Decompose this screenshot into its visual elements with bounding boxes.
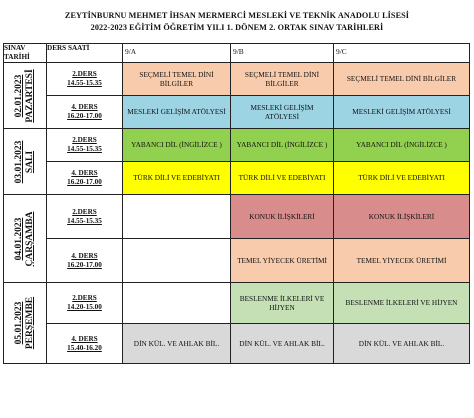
- exam-date: 03.01.2023: [14, 140, 24, 183]
- course-cell-9a: MESLEKİ GELİŞİM ATÖLYESİ: [123, 96, 231, 129]
- table-row: [4, 283, 470, 324]
- period-number: 2.DERS: [72, 207, 97, 216]
- period-cell: [47, 162, 123, 195]
- table-header-row: [4, 44, 470, 63]
- course-cell-9a: [123, 283, 231, 324]
- course-cell-9a: [123, 239, 231, 283]
- header-class-9b: 9/B: [231, 44, 334, 63]
- exam-weekday: SALI: [25, 150, 35, 173]
- course-cell-9c: DİN KÜL. VE AHLAK BİL.: [334, 324, 470, 364]
- course-cell-9c: KONUK İLİŞKİLERİ: [334, 195, 470, 239]
- course-cell-9b: TÜRK DİLİ VE EDEBİYATI: [231, 162, 334, 195]
- course-cell-9c: BESLENME İLKELERİ VE HİJYEN: [334, 283, 470, 324]
- period-time: 14.55-15.35: [67, 216, 102, 225]
- header-date: SINAV TARİHİ: [4, 44, 47, 63]
- course-cell-9b: BESLENME İLKELERİ VE HİJYEN: [231, 283, 334, 324]
- period-number: 4. DERS: [71, 169, 98, 177]
- course-cell-9a: YABANCI DİL (İNGİLİZCE ): [123, 129, 231, 162]
- table-row: [4, 96, 470, 129]
- header-period: DERS SAATİ: [47, 44, 123, 63]
- table-row: [4, 63, 470, 96]
- exam-date-cell: [4, 63, 47, 129]
- period-time: 14.55-15.35: [67, 145, 102, 153]
- exam-date: 02.01.2023: [14, 74, 24, 117]
- period-cell: [47, 195, 123, 239]
- period-cell: [47, 63, 123, 96]
- course-cell-9b: TEMEL YİYECEK ÜRETİMİ: [231, 239, 334, 283]
- exam-date-cell: [4, 129, 47, 195]
- course-cell-9b: DİN KÜL. VE AHLAK BİL.: [231, 324, 334, 364]
- table-row: [4, 195, 470, 239]
- period-cell: [47, 324, 123, 364]
- exam-date-cell: [4, 283, 47, 364]
- course-cell-9c: MESLEKİ GELİŞİM ATÖLYESİ: [334, 96, 470, 129]
- exam-date: 04.01.2023: [14, 217, 24, 260]
- period-number: 2.DERS: [72, 70, 97, 78]
- course-cell-9c: YABANCI DİL (İNGİLİZCE ): [334, 129, 470, 162]
- course-cell-9b: YABANCI DİL (İNGİLİZCE ): [231, 129, 334, 162]
- period-cell: [47, 96, 123, 129]
- table-row: [4, 239, 470, 283]
- course-cell-9a: [123, 195, 231, 239]
- period-time: 14.20-15.00: [67, 303, 102, 311]
- period-time: 16.20-17.00: [67, 112, 102, 120]
- course-cell-9c: SEÇMELİ TEMEL DİNİ BİLGİLER: [334, 63, 470, 96]
- school-name: ZEYTİNBURNU MEHMET İHSAN MERMERCİ MESLEKİ VE TEKNİK ANADOLU LİSESİ: [64, 11, 410, 20]
- exam-table: [3, 43, 470, 364]
- document-header: [0, 10, 474, 34]
- exam-date: 05.01.2023: [14, 301, 24, 345]
- course-cell-9a: SEÇMELİ TEMEL DİNİ BİLGİLER: [123, 63, 231, 96]
- period-number: 4. DERS: [71, 334, 98, 343]
- period-time: 16.20-17.00: [67, 178, 102, 186]
- period-number: 4. DERS: [71, 103, 98, 111]
- course-cell-9a: DİN KÜL. VE AHLAK BİL.: [123, 324, 231, 364]
- table-row: [4, 324, 470, 364]
- schedule-title: 2022-2023 EĞİTİM ÖĞRETİM YILI 1. DÖNEM 2. ORTAK SINAV TARİHLERİ: [90, 23, 384, 32]
- table-row: [4, 162, 470, 195]
- period-number: 4. DERS: [71, 251, 98, 260]
- period-time: 15.40-16.20: [67, 343, 102, 352]
- period-number: 2.DERS: [72, 294, 97, 302]
- course-cell-9b: KONUK İLİŞKİLERİ: [231, 195, 334, 239]
- exam-weekday: ÇARŞAMBA: [25, 211, 35, 266]
- course-cell-9a: TÜRK DİLİ VE EDEBİYATI: [123, 162, 231, 195]
- course-cell-9c: TEMEL YİYECEK ÜRETİMİ: [334, 239, 470, 283]
- period-cell: [47, 239, 123, 283]
- period-cell: [47, 283, 123, 324]
- period-time: 16.20-17.00: [67, 260, 102, 269]
- table-row: [4, 129, 470, 162]
- course-cell-9b: SEÇMELİ TEMEL DİNİ BİLGİLER: [231, 63, 334, 96]
- course-cell-9b: MESLEKİ GELİŞİM ATÖLYESİ: [231, 96, 334, 129]
- period-number: 2.DERS: [72, 136, 97, 144]
- exam-weekday: PAZARTESİ: [25, 68, 35, 123]
- exam-weekday: PERŞEMBE: [25, 296, 35, 350]
- period-time: 14.55-15.35: [67, 79, 102, 87]
- header-class-9c: 9/C: [334, 44, 470, 63]
- course-cell-9c: TÜRK DİLİ VE EDEBİYATI: [334, 162, 470, 195]
- header-class-9a: 9/A: [123, 44, 231, 63]
- period-cell: [47, 129, 123, 162]
- exam-date-cell: [4, 195, 47, 283]
